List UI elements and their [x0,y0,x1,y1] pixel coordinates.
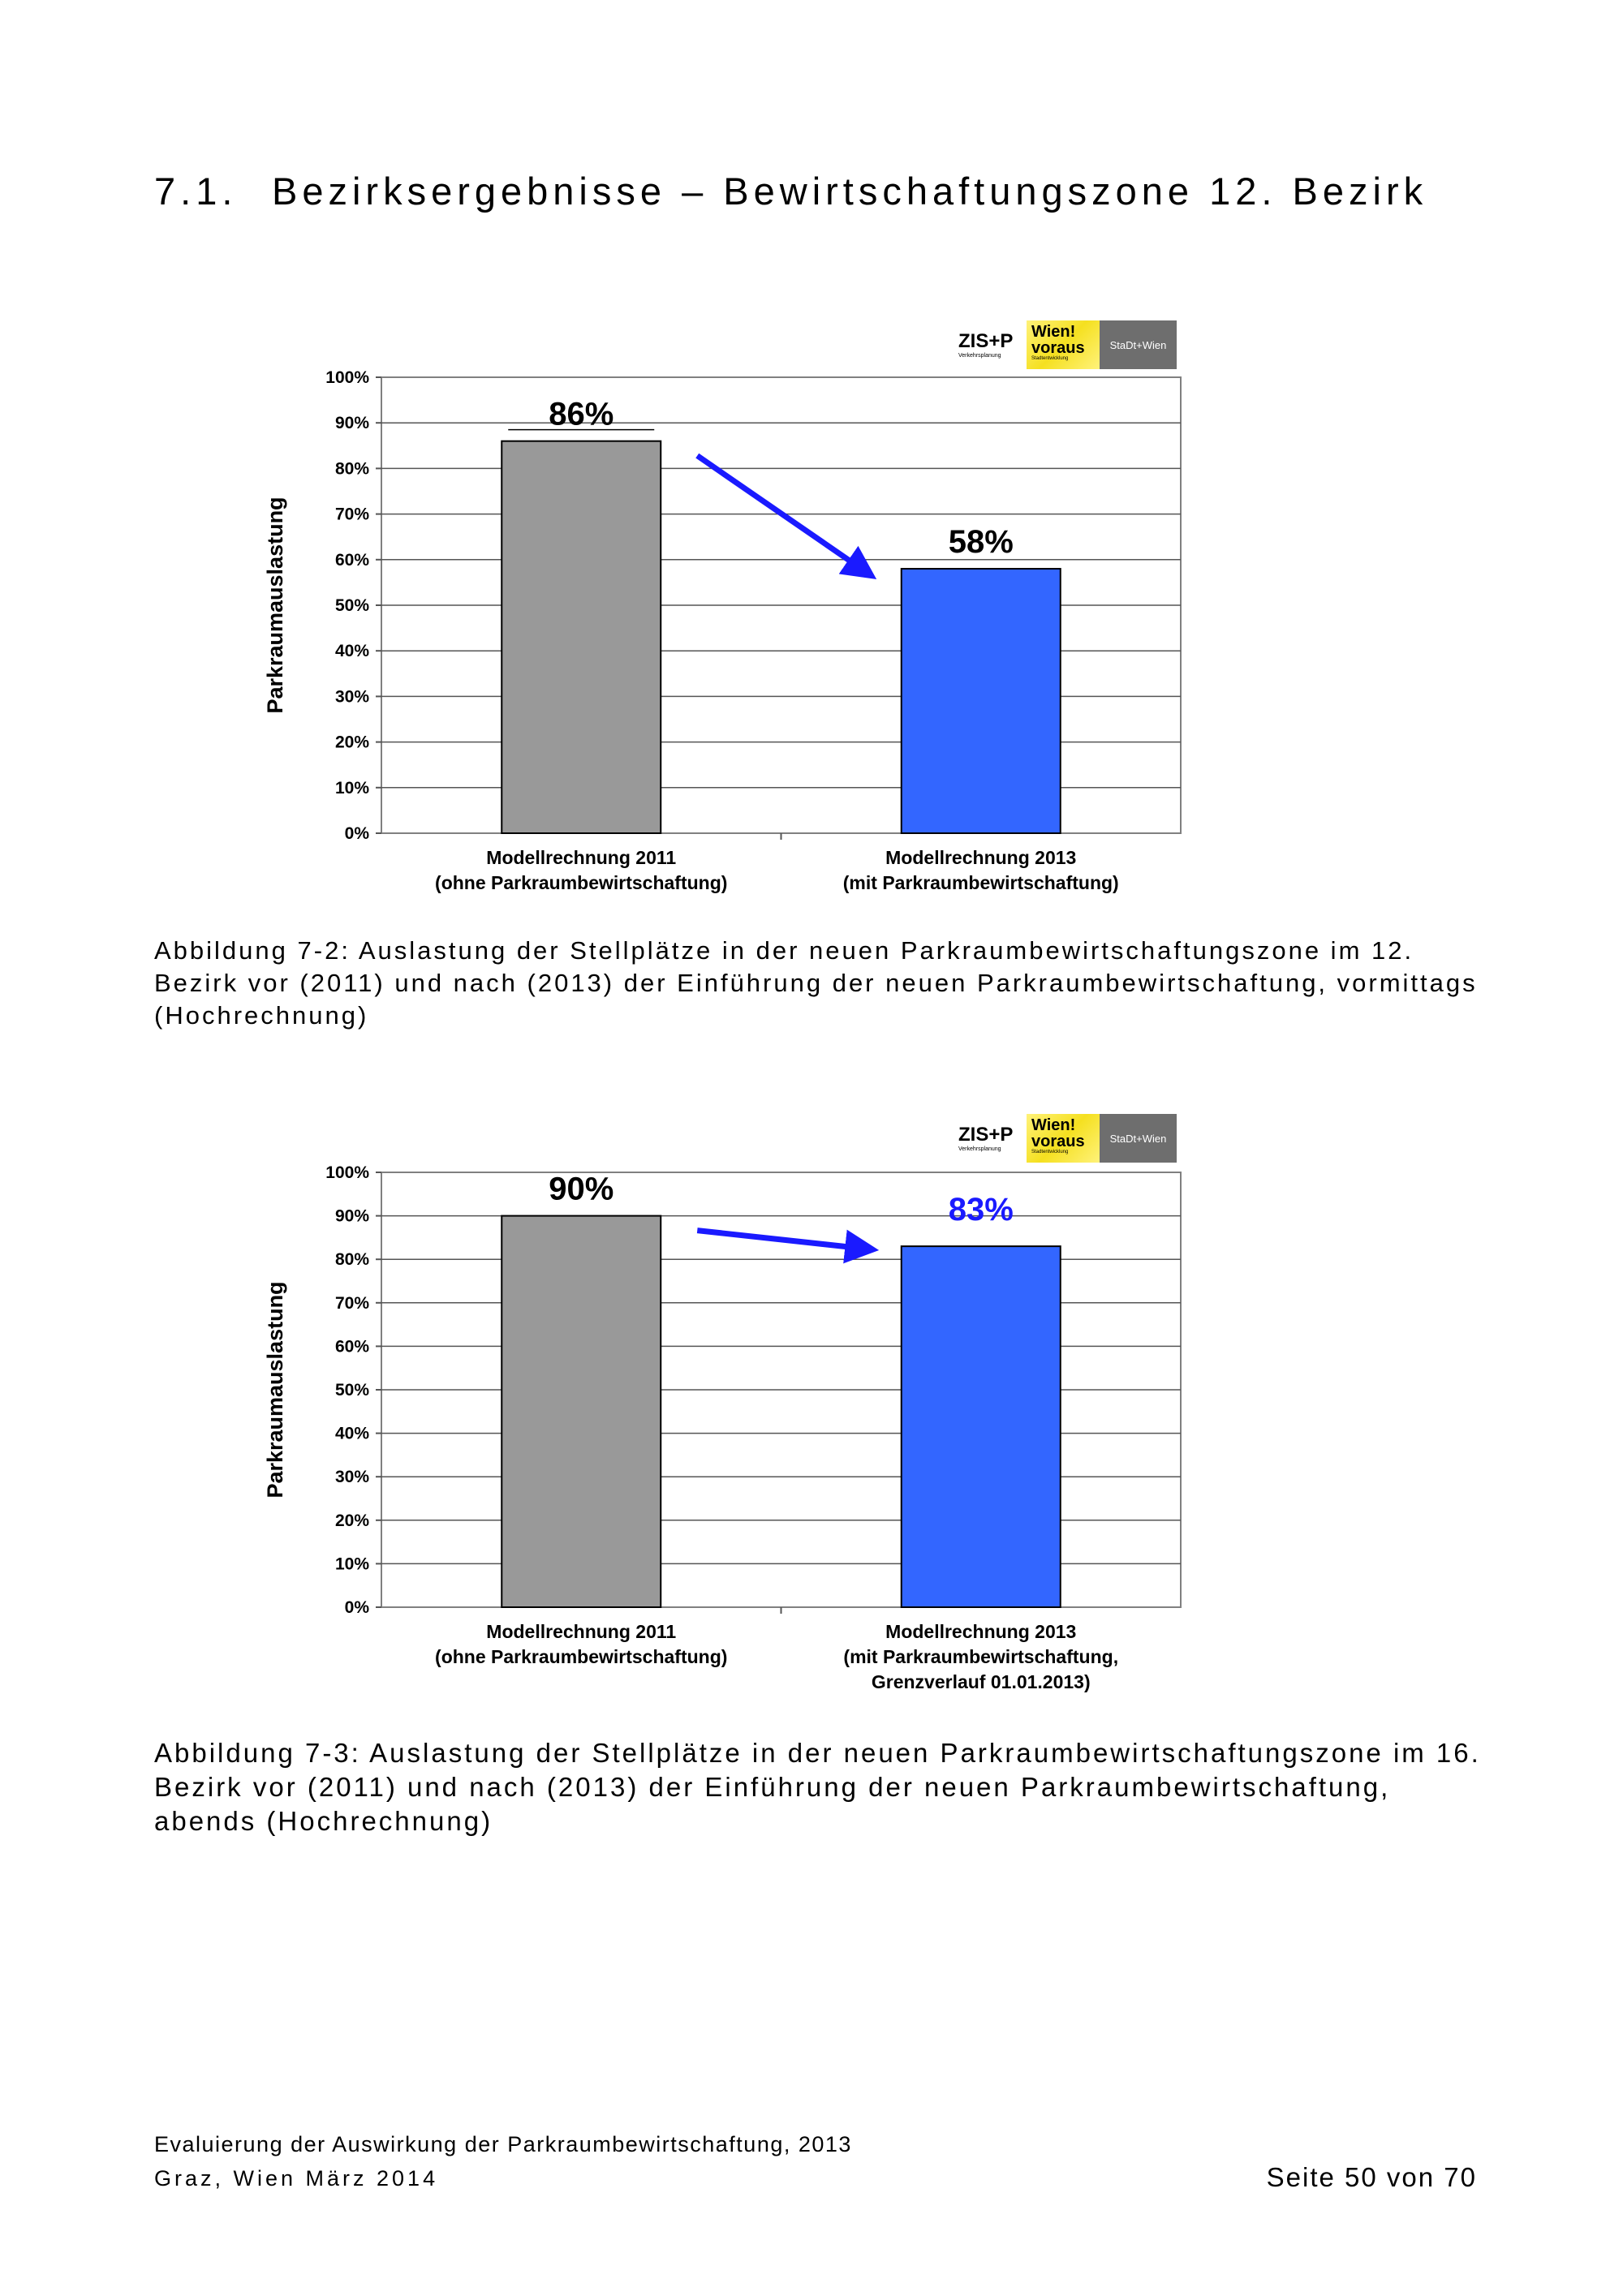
y-tick-label: 30% [334,1468,369,1487]
y-tick-label: 80% [334,459,369,479]
page-number: Seite 50 von 70 [1266,2162,1477,2192]
chart-district-12 [243,316,1298,909]
y-tick-label: 10% [334,778,369,798]
x-category-label: (mit Parkraumbewirtschaftung, [843,1646,1119,1667]
bar-chart-svg [243,1110,1298,1710]
zisp-logo: ZIS+P Verkehrsplanung [954,320,1027,369]
x-category-label: Modellrechnung 2013 [885,847,1077,868]
data-label: 58% [948,524,1014,561]
y-tick-label: 10% [334,1554,369,1574]
footer-place-date: Graz, Wien März 2014 [154,2166,439,2191]
y-tick-label: 100% [325,1163,369,1182]
data-label: 90% [549,1171,614,1207]
y-axis-label: Parkraumauslastung [263,497,287,714]
y-tick-label: 20% [334,1511,369,1530]
x-category-label: Modellrechnung 2013 [885,1621,1077,1642]
bar [502,441,661,833]
wien-voraus-logo: Wien! voraus Stadtentwicklung [1027,320,1100,369]
zisp-logo: ZIS+P Verkehrsplanung [954,1114,1027,1163]
y-tick-label: 30% [334,687,369,707]
footer-report-title: Evaluierung der Auswirkung der Parkraumbewirtschaftung, 2013 [154,2132,852,2156]
y-tick-label: 0% [344,824,369,843]
y-tick-label: 70% [334,1293,369,1313]
data-label: 86% [549,396,614,432]
x-category-label: Modellrechnung 2011 [486,847,677,868]
stadt-wien-logo: StaDt+Wien [1100,1114,1177,1163]
y-axis-label: Parkraumauslastung [263,1281,287,1498]
y-tick-label: 70% [334,505,369,524]
data-label: 83% [948,1192,1014,1228]
y-tick-label: 90% [334,1206,369,1226]
x-category-label: (mit Parkraumbewirtschaftung) [842,872,1119,893]
y-tick-label: 50% [334,1381,369,1400]
figure-caption-7-2: Abbildung 7-2: Auslastung der Stellplätze in der neuen Parkraumbewirtschaftungszone im 12. Bezirk vor (2011) und nach (2013) der Einführung der neuen Parkraumbewirtschaftung, vormittags (Hochrechnung) [154,936,1478,1030]
section-title: Bezirksergebnisse – Bewirtschaftungszone 12. Bezirk [272,170,1428,213]
stadt-wien-logo: StaDt+Wien [1100,320,1177,369]
x-category-label: (ohne Parkraumbewirtschaftung) [435,1646,728,1667]
x-category-label: Grenzverlauf 01.01.2013) [871,1671,1091,1692]
y-tick-label: 90% [334,414,369,433]
x-category-label: (ohne Parkraumbewirtschaftung) [435,872,728,893]
x-category-label: Modellrechnung 2011 [486,1621,677,1642]
y-tick-label: 80% [334,1250,369,1270]
y-tick-label: 0% [344,1598,369,1617]
y-tick-label: 60% [334,1337,369,1357]
y-tick-label: 40% [334,1424,369,1443]
chart-district-16 [243,1110,1298,1710]
section-heading [154,169,1427,213]
y-tick-label: 40% [334,642,369,661]
y-tick-label: 20% [334,733,369,752]
bar [902,569,1061,833]
y-tick-label: 60% [334,550,369,570]
figure-caption-7-3: Abbildung 7-3: Auslastung der Stellplätze in der neuen Parkraumbewirtschaftungszone im 16. Bezirk vor (2011) und nach (2013) der Einführung der neuen Parkraumbewirtschaftung, abends (Hochrechnung) [154,1738,1481,1836]
wien-voraus-logo: Wien! voraus Stadtentwicklung [1027,1114,1100,1163]
bar-chart-svg [243,316,1298,909]
bar [502,1216,661,1607]
section-number: 7.1. [154,170,238,213]
bar [902,1246,1061,1607]
y-tick-label: 50% [334,596,369,615]
y-tick-label: 100% [325,368,369,387]
